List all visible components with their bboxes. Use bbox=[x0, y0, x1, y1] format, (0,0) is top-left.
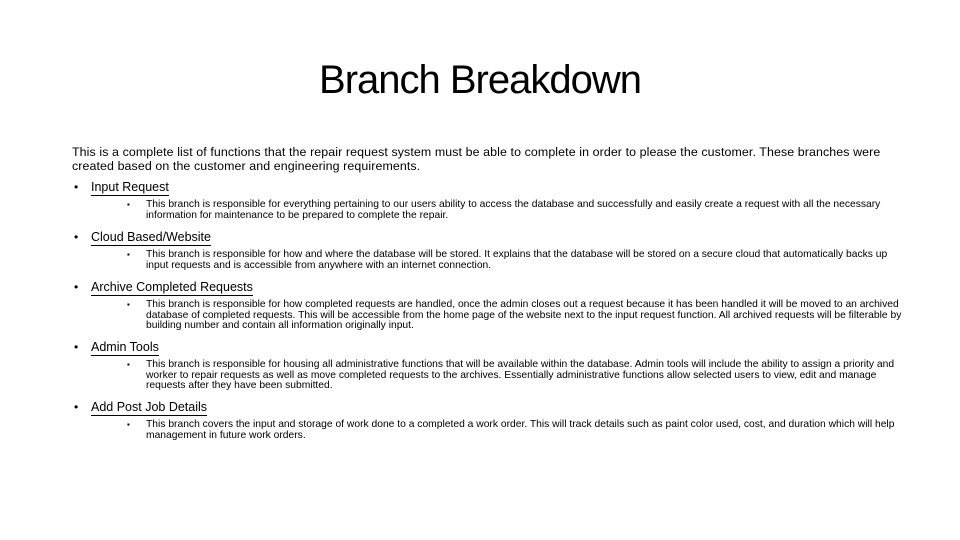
branch-link-cloud-based-website[interactable]: Cloud Based/Website bbox=[91, 230, 211, 244]
bullet-glyph: • bbox=[74, 340, 79, 354]
sub-bullet-glyph: ▪ bbox=[127, 420, 130, 429]
branch-description bbox=[127, 420, 906, 441]
bullet-glyph: • bbox=[74, 280, 79, 294]
branch-item-cloud-based-website bbox=[72, 228, 902, 278]
branch-description bbox=[127, 360, 906, 392]
intro-paragraph: This is a complete list of functions that the repair request system must be able to complete in order to please the customer. These branches were created based on the customer and engineering requirements. bbox=[72, 145, 881, 173]
sub-bullet-glyph: ▪ bbox=[127, 300, 130, 309]
slide-title: Branch Breakdown bbox=[319, 58, 641, 102]
branch-description-text: This branch is responsible for everything pertaining to our users ability to access the database and successfully and easily create a request with all the necessary information for maintenance to be prepared to complete the repair. bbox=[146, 199, 881, 221]
branch-list bbox=[72, 178, 902, 441]
sub-bullet-glyph: ▪ bbox=[127, 360, 130, 369]
sub-bullet-glyph: ▪ bbox=[127, 250, 130, 259]
bullet-glyph: • bbox=[74, 230, 79, 244]
branch-description bbox=[127, 300, 906, 332]
branch-link-archive-completed-requests[interactable]: Archive Completed Requests bbox=[91, 280, 253, 294]
sub-bullet-glyph: ▪ bbox=[127, 200, 130, 209]
branch-description-text: This branch is responsible for how and where the database will be stored. It explains that the database will be stored on a secure cloud that automatically backs up input requests and is accessible from anywhere with an internet connection. bbox=[146, 249, 888, 271]
bullet-glyph: • bbox=[74, 400, 79, 414]
branch-link-add-post-job-details[interactable]: Add Post Job Details bbox=[91, 400, 208, 414]
bullet-glyph: • bbox=[74, 180, 79, 194]
branch-description-text: This branch is responsible for how completed requests are handled, once the admin closes out a request because it has been handled it will be moved to an archived database of completed requests. This will be accessible from the home page of the website next to the input request function. All archived requests will be filterable by building number and contain all information originally input. bbox=[146, 299, 902, 331]
branch-description bbox=[127, 250, 906, 271]
branch-item-input-request bbox=[72, 178, 902, 228]
branch-item-add-post-job-details bbox=[72, 398, 902, 441]
branch-item-admin-tools bbox=[72, 338, 902, 398]
branch-description-text: This branch is responsible for housing all administrative functions that will be available within the database. Admin tools will include the ability to assign a priority and worker to repair requests as well as move completed requests to the archives. Essentially administrative functions allow selected users to view, edit and manage requests after they have been submitted. bbox=[146, 359, 895, 391]
branch-description bbox=[127, 200, 906, 221]
branch-link-admin-tools[interactable]: Admin Tools bbox=[91, 340, 159, 354]
branch-description-text: This branch covers the input and storage of work done to a completed a work order. This will track details such as paint color used, cost, and duration which will help management in future work orders. bbox=[146, 419, 895, 441]
branch-item-archive-completed-requests bbox=[72, 278, 902, 338]
branch-link-input-request[interactable]: Input Request bbox=[91, 180, 169, 194]
